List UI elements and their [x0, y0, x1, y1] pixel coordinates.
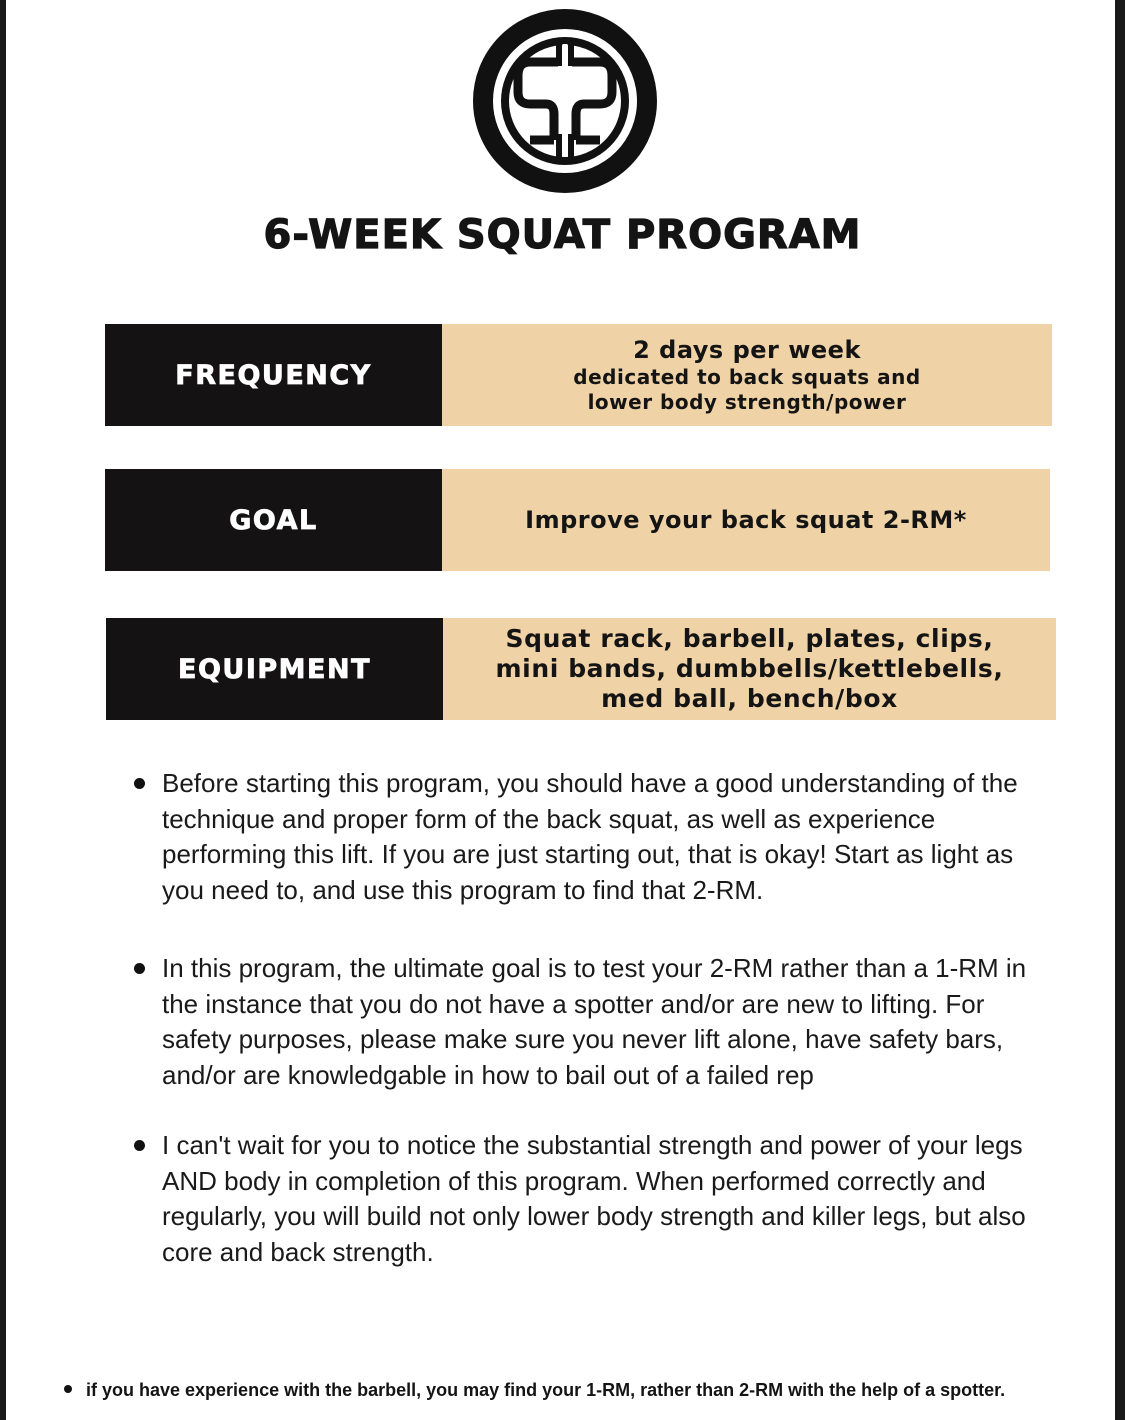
footnote-dot-icon [64, 1385, 72, 1393]
equipment-value [443, 618, 1056, 720]
logo-icon [470, 6, 660, 196]
list-item [132, 951, 1032, 1093]
goal-text: Improve your back squat 2-RM* [525, 506, 967, 534]
frequency-sub-line-1: dedicated to back squats and [573, 365, 921, 389]
frequency-value [442, 324, 1052, 426]
frequency-row [105, 324, 1052, 426]
list-item-text: In this program, the ultimate goal is to test your 2-RM rather than a 1-RM in the instance that you do not have a spotter and/or are new to lifting. For safety purposes, please make sure you never lift alone, have safety bars, and/or are knowledgable in how to bail out of a failed rep [162, 953, 1027, 1090]
frequency-label: FREQUENCY [105, 324, 442, 426]
bullet-dot-icon [134, 778, 145, 789]
frequency-main: 2 days per week [633, 336, 861, 364]
bullet-dot-icon [134, 963, 145, 974]
frequency-sub-line-2: lower body strength/power [587, 390, 907, 414]
list-item [132, 766, 1032, 908]
footnote [64, 1380, 1114, 1401]
goal-value [442, 469, 1050, 571]
list-item-text: Before starting this program, you should have a good understanding of the technique and proper form of the back squat, as well as experience performing this lift. If you are just starting out, that is okay! Start as light as you need to, and use this program to find that 2-RM. [162, 768, 1018, 905]
list-item-text: I can't wait for you to notice the substantial strength and power of your legs AND body in completion of this program. When performed correctly and regularly, you will build not only lower body strength and killer legs, but also core and back strength. [162, 1130, 1026, 1267]
footnote-text: if you have experience with the barbell, you may find your 1-RM, rather than 2-RM with the help of a spotter. [86, 1380, 1006, 1400]
equipment-row [106, 618, 1056, 720]
list-item [132, 1128, 1032, 1270]
goal-row [105, 469, 1050, 571]
equipment-text: Squat rack, barbell, plates, clips, mini bands, dumbbells/kettlebells, med ball, bench/box [495, 624, 1004, 713]
page-title: 6-WEEK SQUAT PROGRAM [263, 212, 862, 258]
equipment-label: EQUIPMENT [106, 618, 443, 720]
goal-label: GOAL [105, 469, 442, 571]
bullet-dot-icon [134, 1140, 145, 1151]
